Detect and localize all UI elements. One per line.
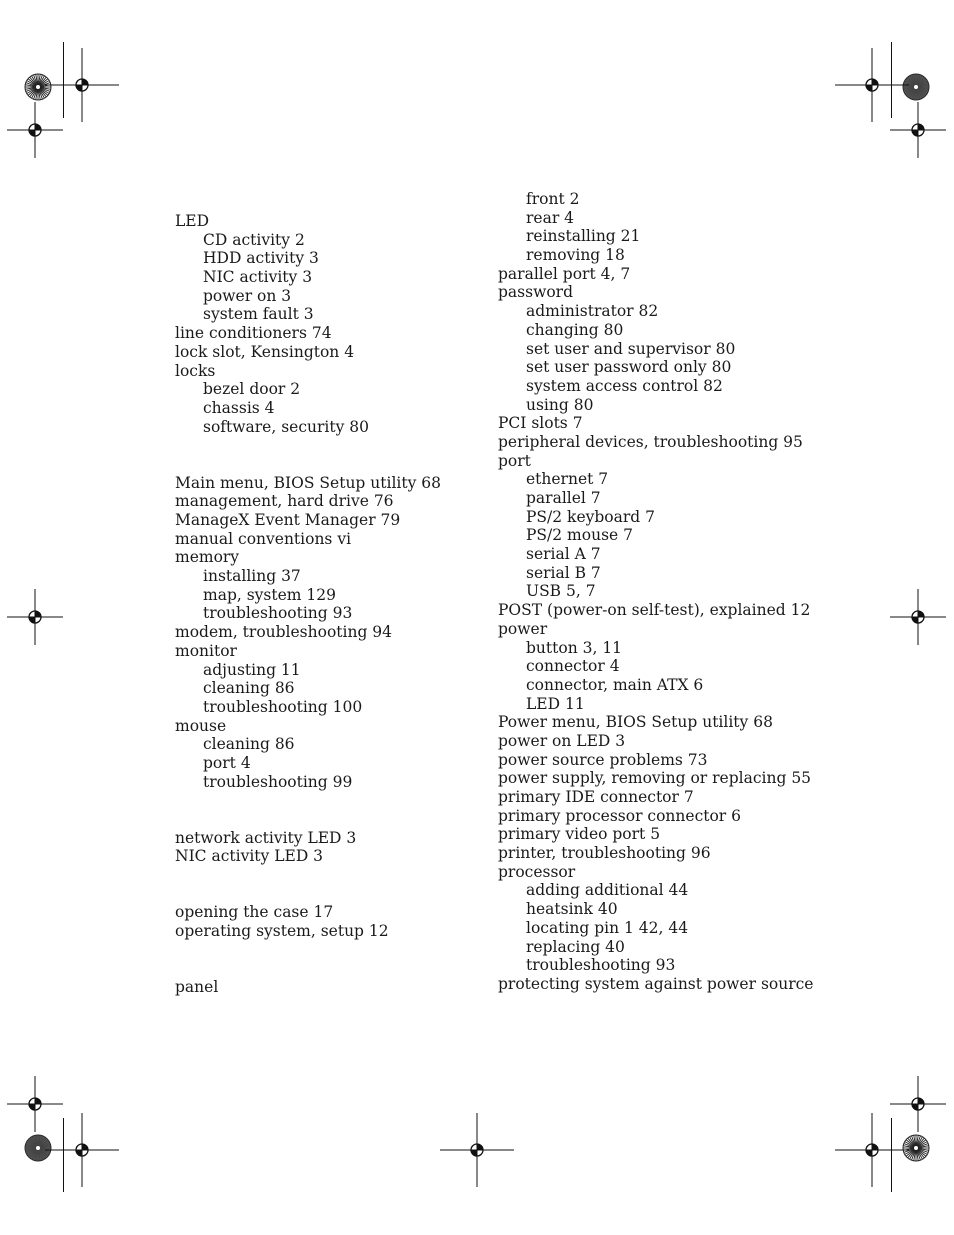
index-subentry: system fault 3 bbox=[203, 305, 314, 324]
index-entry: line conditioners 74 bbox=[175, 324, 332, 343]
index-entry: power bbox=[498, 619, 548, 638]
index-entry: power on LED 3 bbox=[498, 731, 626, 750]
index-subentry: using 80 bbox=[526, 395, 594, 414]
index-entry: protecting system against power source bbox=[498, 974, 814, 993]
index-entry: POST (power-on self-test), explained 12 bbox=[498, 601, 811, 620]
crosshair-icon bbox=[7, 1076, 63, 1132]
index-subentry: cleaning 86 bbox=[203, 679, 295, 698]
index-subentry: connector 4 bbox=[526, 657, 620, 676]
trim-line bbox=[63, 1118, 64, 1192]
index-subentry: parallel 7 bbox=[526, 489, 601, 507]
index-subentry: ethernet 7 bbox=[526, 470, 609, 489]
crosshair-icon bbox=[890, 102, 946, 158]
index-entry: ManageX Event Manager 79 bbox=[175, 511, 401, 530]
section-gap bbox=[175, 791, 475, 828]
trim-line bbox=[891, 1118, 892, 1192]
index-subentry: rear 4 bbox=[526, 208, 575, 227]
index-entry: panel bbox=[175, 978, 219, 997]
index-entry: opening the case 17 bbox=[175, 903, 334, 922]
index-subentry: adding additional 44 bbox=[526, 881, 689, 900]
index-subentry: PS/2 keyboard 7 bbox=[526, 507, 655, 526]
index-entry: modem, troubleshooting 94 bbox=[175, 623, 393, 642]
index-subentry: reinstalling 21 bbox=[526, 227, 641, 246]
index-subentry: map, system 129 bbox=[203, 585, 336, 604]
index-entry: primary processor connector 6 bbox=[498, 806, 742, 825]
index-subentry: LED 11 bbox=[526, 694, 585, 713]
crosshair-icon bbox=[7, 102, 63, 158]
section-gap bbox=[175, 941, 475, 978]
index-subentry: power on 3 bbox=[203, 286, 292, 305]
index-entry: operating system, setup 12 bbox=[175, 922, 389, 941]
crosshair-icon bbox=[890, 589, 946, 645]
index-subentry: installing 37 bbox=[203, 567, 301, 586]
index-entry: management, hard drive 76 bbox=[175, 492, 394, 511]
index-subentry: set user and supervisor 80 bbox=[526, 339, 736, 358]
index-subentry: administrator 82 bbox=[526, 302, 659, 321]
index-subentry: PS/2 mouse 7 bbox=[526, 526, 633, 545]
index-entry: locks bbox=[175, 361, 216, 380]
index-entry: PCI slots 7 bbox=[498, 414, 583, 433]
trim-line bbox=[891, 42, 892, 118]
index-entry: Power menu, BIOS Setup utility 68 bbox=[498, 713, 773, 732]
index-subentry: software, security 80 bbox=[203, 417, 369, 436]
index-subentry: bezel door 2 bbox=[203, 380, 301, 399]
index-entry: lock slot, Kensington 4 bbox=[175, 342, 355, 361]
index-subentry: chassis 4 bbox=[203, 398, 275, 417]
index-entry: primary video port 5 bbox=[498, 825, 661, 844]
index-entry: memory bbox=[175, 548, 240, 567]
index-subentry: set user password only 80 bbox=[526, 358, 732, 377]
crosshair-icon bbox=[7, 589, 63, 645]
index-entry: parallel port 4, 7 bbox=[498, 264, 631, 283]
index-subentry: adjusting 11 bbox=[203, 660, 301, 679]
crosshair-icon bbox=[890, 1076, 946, 1132]
index-subentry: USB 5, 7 bbox=[526, 582, 596, 601]
index-subentry: front 2 bbox=[526, 190, 580, 208]
index-subentry: system access control 82 bbox=[526, 376, 723, 395]
index-subentry: changing 80 bbox=[526, 320, 624, 339]
section-gap bbox=[175, 866, 475, 903]
index-subentry: heatsink 40 bbox=[526, 900, 618, 919]
index-entry: printer, troubleshooting 96 bbox=[498, 844, 711, 863]
index-entry: password bbox=[498, 283, 574, 302]
index-entry: peripheral devices, troubleshooting 95 bbox=[498, 432, 803, 451]
index-subentry: serial B 7 bbox=[526, 563, 601, 582]
index-subentry: troubleshooting 93 bbox=[526, 956, 676, 975]
index-entry: network activity LED 3 bbox=[175, 828, 357, 847]
index-entry: primary IDE connector 7 bbox=[498, 788, 694, 806]
index-subentry: replacing 40 bbox=[526, 937, 625, 956]
index-subentry: removing 18 bbox=[526, 246, 625, 265]
index-subentry: CD activity 2 bbox=[203, 230, 305, 249]
index-column-left bbox=[175, 212, 475, 997]
index-entry: NIC activity LED 3 bbox=[175, 847, 324, 866]
index-subentry: port 4 bbox=[203, 753, 251, 772]
index-entry: LED bbox=[175, 212, 210, 230]
index-subentry: troubleshooting 93 bbox=[203, 604, 353, 623]
crosshair-icon bbox=[440, 1113, 514, 1187]
trim-line bbox=[63, 42, 64, 118]
index-subentry: troubleshooting 99 bbox=[203, 772, 353, 791]
index-entry: manual conventions vi bbox=[175, 529, 352, 548]
index-subentry: cleaning 86 bbox=[203, 735, 295, 754]
index-entry: Main menu, BIOS Setup utility 68 bbox=[175, 473, 442, 492]
index-entry: port bbox=[498, 451, 531, 470]
index-subentry: troubleshooting 100 bbox=[203, 697, 363, 716]
index-subentry: button 3, 11 bbox=[526, 638, 623, 657]
index-subentry: NIC activity 3 bbox=[203, 268, 313, 287]
index-entry: mouse bbox=[175, 716, 227, 735]
index-subentry: locating pin 1 42, 44 bbox=[526, 918, 689, 937]
index-entry: power source problems 73 bbox=[498, 750, 708, 769]
index-entry: monitor bbox=[175, 641, 237, 660]
index-column-right bbox=[498, 190, 828, 994]
section-gap bbox=[175, 436, 475, 473]
index-entry: processor bbox=[498, 862, 576, 881]
index-subentry: serial A 7 bbox=[526, 545, 601, 564]
index-subentry: connector, main ATX 6 bbox=[526, 675, 704, 694]
index-subentry: HDD activity 3 bbox=[203, 249, 319, 268]
index-entry: power supply, removing or replacing 55 bbox=[498, 769, 812, 788]
